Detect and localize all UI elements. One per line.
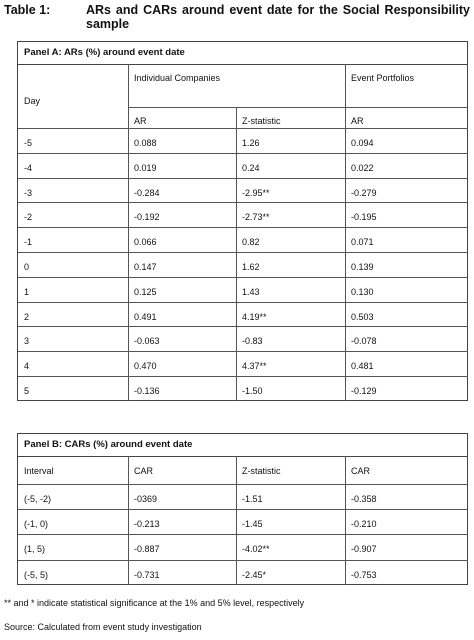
row-divider: [18, 509, 468, 510]
footnote: ** and * indicate statistical significance at the 1% and 5% level, respectively: [4, 598, 305, 608]
table-cell-ep: -0.078: [351, 336, 377, 347]
row-divider: [18, 277, 468, 278]
header-ar: AR: [134, 116, 147, 126]
table-cell-ep: -0.129: [351, 386, 377, 396]
table-cell-day: 4: [24, 361, 30, 372]
table-cell-ep: -0.195: [351, 212, 377, 223]
panel-a-heading-text: Panel A: ARs (%) around event date: [24, 47, 185, 58]
table-cell-z: 1.43: [242, 286, 260, 297]
row-divider: [18, 252, 468, 253]
table-cell-car: -0.731: [134, 569, 160, 580]
table-cell-ep: 0.094: [351, 138, 374, 148]
panel-b-vline-1: [128, 456, 129, 585]
table-cell-z: -4.02**: [242, 544, 270, 555]
table-cell-day: 1: [24, 286, 30, 297]
row-divider: [18, 202, 468, 203]
table-cell-z: -2.73**: [242, 212, 270, 223]
table-cell-ep: 0.022: [351, 162, 374, 173]
row-divider: [18, 376, 468, 377]
table-cell-interval: (-1, 0): [24, 519, 49, 530]
panel-a-group-underline: [128, 107, 345, 108]
panel-b-vline-3: [345, 456, 346, 585]
table-cell-z: -0.83: [242, 336, 263, 347]
table-cell-ep: -0.753: [351, 569, 377, 580]
table-cell-z: 0.24: [242, 162, 260, 173]
table-cell-ar: 0.066: [134, 237, 157, 248]
row-divider: [18, 560, 468, 561]
panel-b-vline-2: [236, 456, 237, 585]
table-cell-ep: -0.358: [351, 494, 377, 504]
table-cell-car: -0.213: [134, 519, 160, 530]
table-cell-ep: 0.481: [351, 361, 374, 372]
panel-a-vline-2: [236, 107, 237, 401]
row-divider: [18, 484, 468, 485]
table-cell-ep: 0.503: [351, 311, 374, 322]
table-cell-ar: -0.284: [134, 187, 160, 198]
panel-b-heading-text: Panel B: CARs (%) around event date: [24, 439, 193, 450]
table-cell-ep: -0.279: [351, 187, 377, 198]
table-cell-day: -2: [24, 212, 33, 223]
row-divider: [18, 178, 468, 179]
table-cell-z: -2.45*: [242, 569, 267, 580]
table-cell-ep: 0.130: [351, 286, 374, 297]
row-divider: [18, 153, 468, 154]
table-cell-ar: 0.470: [134, 361, 157, 372]
table-cell-day: 0: [24, 262, 30, 272]
row-divider: [18, 351, 468, 352]
table-cell-day: -4: [24, 162, 33, 173]
row-divider: [18, 326, 468, 327]
panel-a: [17, 41, 468, 401]
table-cell-z: 4.19**: [242, 311, 267, 322]
table-cell-ar: -0.063: [134, 336, 160, 347]
table-cell-z: -2.95**: [242, 187, 270, 198]
table-cell-ep: 0.139: [351, 262, 374, 272]
table-cell-z: -1.45: [242, 519, 263, 530]
table-cell-ar: -0.192: [134, 212, 160, 223]
table-cell-car: -0.887: [134, 544, 160, 555]
table-caption: ARs and CARs around event date for the Social Responsibility sample: [86, 3, 470, 31]
table-cell-day: 3: [24, 336, 30, 347]
table-cell-interval: (-5, -2): [24, 494, 51, 504]
table-cell-ar: 0.125: [134, 286, 157, 297]
table-cell-z: 0.82: [242, 237, 260, 248]
table-cell-ep: -0.907: [351, 544, 377, 555]
panel-a-portfolio-underline: [345, 107, 468, 108]
table-cell-interval: (1, 5): [24, 544, 46, 555]
row-divider: [18, 227, 468, 228]
header-portfolio-ar: AR: [351, 116, 364, 126]
row-divider: [18, 534, 468, 535]
table-cell-ep: -0.210: [351, 519, 377, 530]
header-z-statistic-b: Z-statistic: [242, 466, 281, 476]
table-cell-day: 2: [24, 311, 30, 322]
table-cell-ep: 0.071: [351, 237, 374, 248]
table-cell-ar: 0.088: [134, 138, 157, 148]
table-cell-z: -1.50: [242, 386, 263, 396]
table-cell-day: -1: [24, 237, 33, 248]
table-cell-z: -1.51: [242, 494, 263, 504]
table-cell-day: 5: [24, 386, 30, 396]
table-cell-ar: -0.136: [134, 386, 160, 396]
table-cell-z: 1.26: [242, 138, 260, 148]
table-cell-day: -3: [24, 187, 33, 198]
header-individual-companies: Individual Companies: [134, 73, 221, 83]
panel-a-header-bottom: [18, 128, 468, 129]
table-cell-z: 1.62: [242, 262, 260, 272]
panel-a-heading: [18, 42, 467, 65]
header-z-statistic: Z-statistic: [242, 116, 281, 126]
panel-b: [17, 433, 468, 585]
table-number: Table 1:: [4, 3, 51, 17]
source-note: Source: Calculated from event study investigation: [4, 622, 202, 632]
table-cell-ar: 0.491: [134, 311, 157, 322]
table-cell-day: -5: [24, 138, 33, 148]
row-divider: [18, 302, 468, 303]
header-event-portfolios: Event Portfolios: [351, 73, 415, 83]
header-portfolio-car: CAR: [351, 466, 371, 476]
table-cell-ar: 0.147: [134, 262, 157, 272]
table-cell-interval: (-5, 5): [24, 569, 49, 580]
header-day: Day: [24, 96, 41, 106]
panel-b-heading: [18, 434, 467, 457]
table-cell-z: 4.37**: [242, 361, 267, 372]
header-interval: Interval: [24, 466, 54, 476]
header-car: CAR: [134, 466, 154, 476]
table-cell-ar: 0.019: [134, 162, 157, 173]
table-cell-car: -0369: [134, 494, 158, 504]
